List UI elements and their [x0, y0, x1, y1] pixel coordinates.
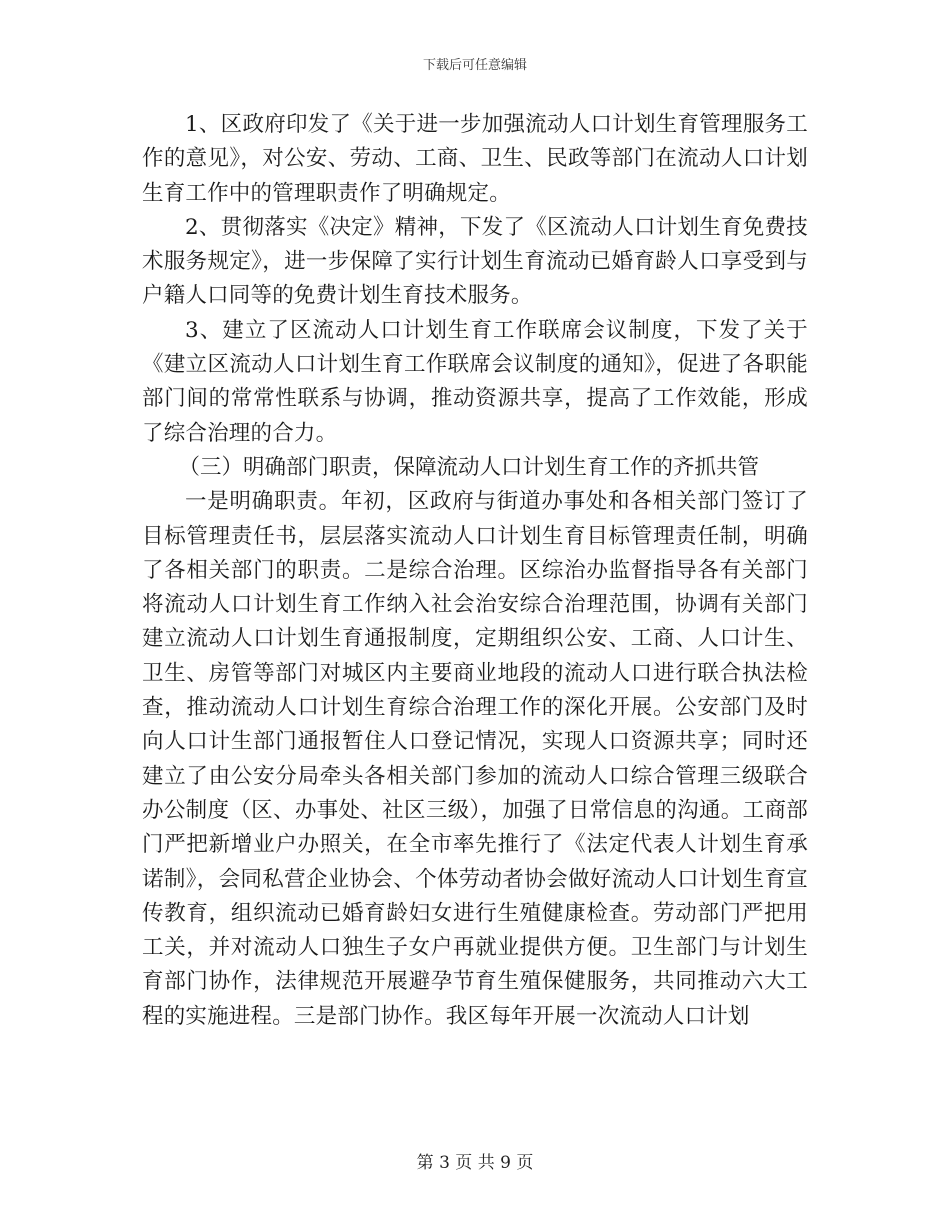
body-paragraph: 一是明确职责。年初，区政府与街道办事处和各相关部门签订了目标管理责任书，层层落实流动人口计划生育目标管理责任制，明确了各相关部门的职责。二是综合治理。区综治办监督指导各有关部门将流动人口计划生育工作纳入社会治安综合治理范围，协调有关部门建立流动人口计划生育通报制度，定期组织公安、工商、人口计生、卫生、房管等部门对城区内主要商业地段的流动人口进行联合执法检查，推动流动人口计划生育综合治理工作的深化开展。公安部门及时向人口计生部门通报暂住人口登记情况，实现人口资源共享；同时还建立了由公安分局牵头各相关部门参加的流动人口综合管理三级联合办公制度（区、办事处、社区三级），加强了日常信息的沟通。工商部门严把新增业户办照关，在全市率先推行了《法定代表人计划生育承诺制》，会同私营企业协会、个体劳动者协会做好流动人口计划生育宣传教育，组织流动已婚育龄妇女进行生殖健康检查。劳动部门严把用工关，并对流动人口独生子女户再就业提供方便。卫生部门与计划生育部门协作，法律规范开展避孕节育生殖保健服务，共同推动六大工程的实施进程。三是部门协作。我区每年开展一次流动人口计划: [142, 489, 808, 1029]
paragraph-item-2: 2、贯彻落实《决定》精神，下发了《区流动人口计划生育免费技术服务规定》，进一步保障了实行计划生育流动已婚育龄人口享受到与户籍人口同等的免费计划生育技术服务。: [142, 214, 808, 309]
section-heading: （三）明确部门职责，保障流动人口计划生育工作的齐抓共管: [178, 454, 760, 480]
page-header: 下载后可任意编辑: [422, 58, 527, 73]
paragraph-item-1: 1、区政府印发了《关于进一步加强流动人口计划生育管理服务工作的意见》，对公安、劳动、工商、卫生、民政等部门在流动人口计划生育工作中的管理职责作了明确规定。: [142, 112, 808, 206]
page-footer: 第 3 页 共 9 页: [416, 1153, 534, 1173]
paragraph-item-3: 3、建立了区流动人口计划生育工作联席会议制度，下发了关于《建立区流动人口计划生育工作联席会议制度的通知》，促进了各职能部门间的常常性联系与协调，推动资源共享，提高了工作效能，形成了综合治理的合力。: [142, 317, 808, 446]
document-body: [142, 108, 808, 1034]
